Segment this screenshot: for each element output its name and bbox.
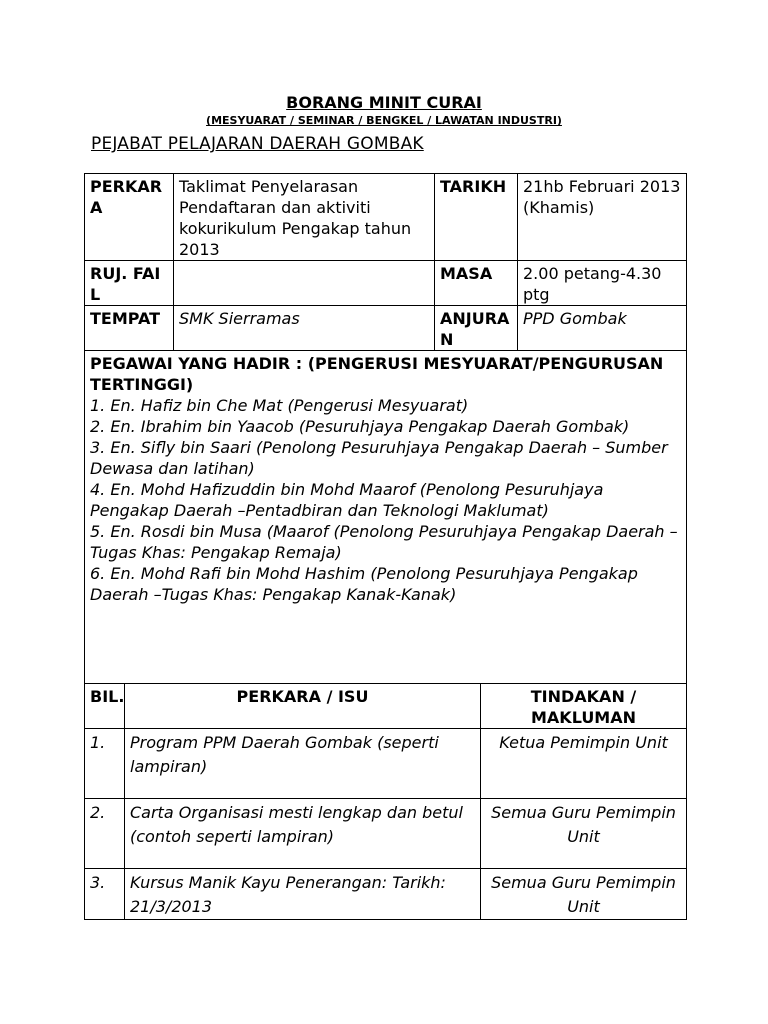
bil-header: BIL.	[85, 684, 125, 729]
perkara-label: PERKARA	[85, 174, 174, 261]
form-title: BORANG MINIT CURAI	[286, 93, 482, 112]
row-tindakan: Semua Guru Pemimpin Unit	[481, 799, 687, 869]
ruj-fail-label: RUJ. FAIL	[85, 261, 174, 306]
table-row	[85, 799, 687, 869]
attendee-item: 3. En. Sifly bin Saari (Penolong Pesuruhjaya Pengakap Daerah – Sumber Dewasa dan latihan)	[90, 438, 668, 478]
tindakan-header: TINDAKAN / MAKLUMAN	[481, 684, 687, 729]
attendee-item: 5. En. Rosdi bin Musa (Maarof (Penolong Pesuruhjaya Pengakap Daerah –Tugas Khas: Pengakap Remaja)	[90, 522, 678, 562]
row-bil: 3.	[85, 869, 125, 920]
attendee-item: 2. En. Ibrahim bin Yaacob (Pesuruhjaya Pengakap Daerah Gombak)	[90, 417, 630, 436]
anjuran-value: PPD Gombak	[518, 306, 687, 351]
masa-label: MASA	[435, 261, 518, 306]
table-row	[85, 729, 687, 799]
attendees-section	[85, 351, 687, 684]
office-name: PEJABAT PELAJARAN DAERAH GOMBAK	[91, 134, 424, 154]
attendee-item: 1. En. Hafiz bin Che Mat (Pengerusi Mesyuarat)	[90, 396, 469, 415]
row-perkara: Carta Organisasi mesti lengkap dan betul (contoh seperti lampiran)	[125, 799, 481, 869]
attendees-heading: PEGAWAI YANG HADIR : (PENGERUSI MESYUARAT/PENGURUSAN TERTINGGI)	[90, 354, 664, 394]
perkara-value: Taklimat Penyelarasan Pendaftaran dan aktiviti kokurikulum Pengakap tahun 2013	[174, 174, 435, 261]
masa-value: 2.00 petang-4.30 ptg	[518, 261, 687, 306]
tempat-label: TEMPAT	[85, 306, 174, 351]
tarikh-label: TARIKH	[435, 174, 518, 261]
row-bil: 1.	[85, 729, 125, 799]
tempat-value: SMK Sierramas	[174, 306, 435, 351]
table-row	[85, 869, 687, 920]
row-perkara: Program PPM Daerah Gombak (seperti lampiran)	[125, 729, 481, 799]
attendee-item: 4. En. Mohd Hafizuddin bin Mohd Maarof (Penolong Pesuruhjaya Pengakap Daerah –Pentadbiran dan Teknologi Maklumat)	[90, 480, 604, 520]
agenda-items-table	[84, 683, 687, 920]
attendee-item: 6. En. Mohd Rafi bin Mohd Hashim (Penolong Pesuruhjaya Pengakap Daerah –Tugas Khas: Pengakap Kanak-Kanak)	[90, 564, 638, 604]
ruj-fail-value	[174, 261, 435, 306]
row-perkara: Kursus Manik Kayu Penerangan: Tarikh: 21/3/2013	[125, 869, 481, 920]
perkara-isu-header: PERKARA / ISU	[125, 684, 481, 729]
anjuran-label: ANJURAN	[435, 306, 518, 351]
tarikh-value: 21hb Februari 2013 (Khamis)	[518, 174, 687, 261]
meeting-info-table	[84, 173, 687, 684]
form-subtitle: (MESYUARAT / SEMINAR / BENGKEL / LAWATAN INDUSTRI)	[206, 114, 562, 127]
row-tindakan: Semua Guru Pemimpin Unit	[481, 869, 687, 920]
row-bil: 2.	[85, 799, 125, 869]
row-tindakan: Ketua Pemimpin Unit	[481, 729, 687, 799]
